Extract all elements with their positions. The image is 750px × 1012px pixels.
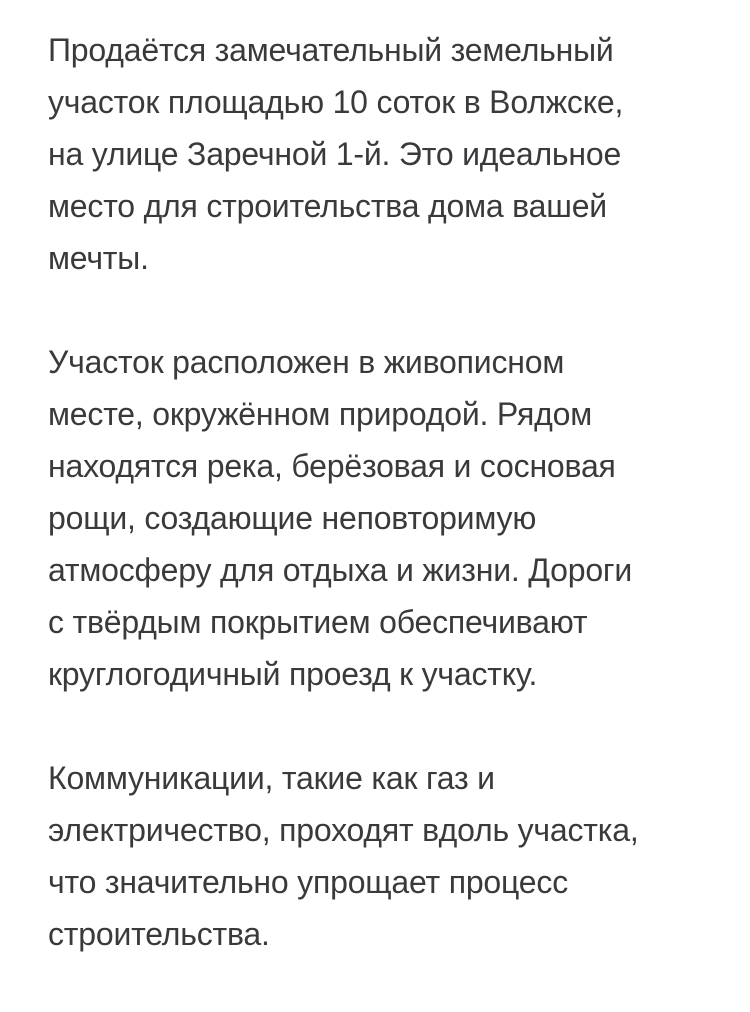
description-line: место для строительства дома вашей xyxy=(48,188,607,224)
description-paragraph-2 xyxy=(48,336,718,700)
description-line: круглогодичный проезд к участку. xyxy=(48,656,538,692)
description-line: что значительно упрощает процесс xyxy=(48,864,568,900)
description-paragraph-3 xyxy=(48,752,718,960)
description-line: находятся река, берёзовая и сосновая xyxy=(48,448,616,484)
description-line: месте, окружённом природой. Рядом xyxy=(48,396,592,432)
description-line: Участок расположен в живописном xyxy=(48,344,565,380)
description-line: Продаётся замечательный земельный xyxy=(48,32,614,68)
listing-description xyxy=(48,24,718,1012)
description-line: электричество, проходят вдоль участка, xyxy=(48,812,639,848)
description-line: рощи, создающие неповторимую xyxy=(48,500,537,536)
description-line: участок площадью 10 соток в Волжске, xyxy=(48,84,624,120)
description-line: на улице Заречной 1-й. Это идеальное xyxy=(48,136,622,172)
description-paragraph-1 xyxy=(48,24,718,284)
description-line: атмосферу для отдыха и жизни. Дороги xyxy=(48,552,633,588)
description-line: Коммуникации, такие как газ и xyxy=(48,760,495,796)
description-line: с твёрдым покрытием обеспечивают xyxy=(48,604,588,640)
description-line: строительства. xyxy=(48,916,270,952)
description-line: мечты. xyxy=(48,240,149,276)
